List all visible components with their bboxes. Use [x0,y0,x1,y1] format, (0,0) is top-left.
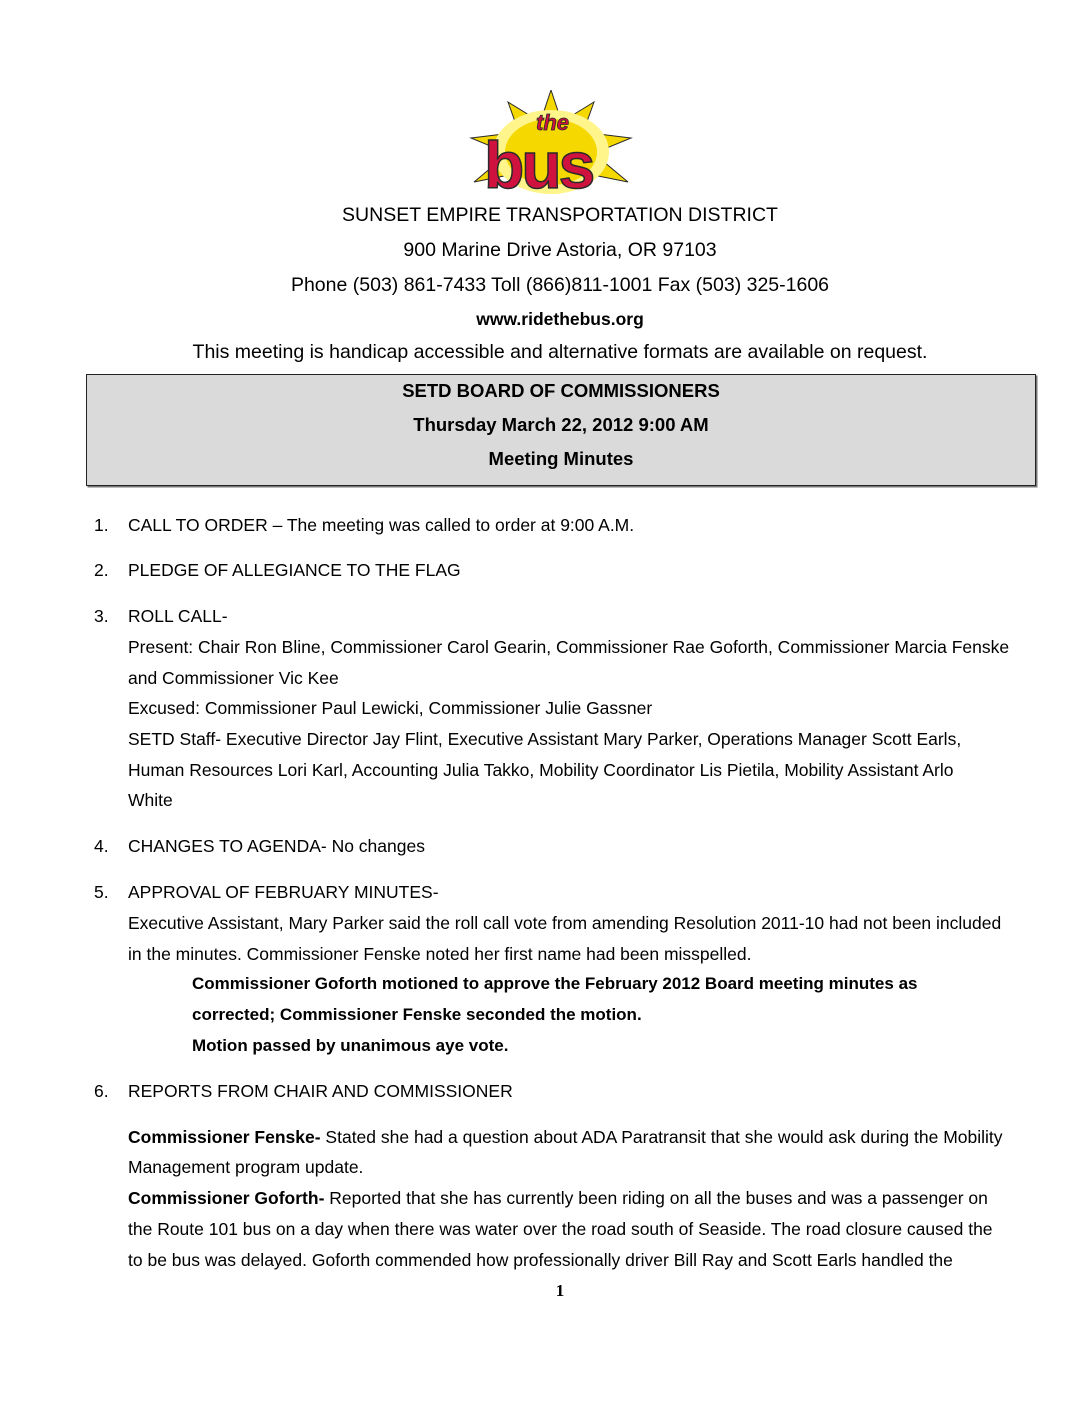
agenda-item-2 [94,558,461,582]
report-text: Stated she had a question about ADA Paratransit that she would ask during the Mobility [320,1127,1003,1147]
agenda-item-number: 6. [94,1081,109,1101]
motion-text: Commissioner Goforth motioned to approve the February 2012 Board meeting minutes as [192,974,918,993]
roll-call-staff-end: White [128,790,173,810]
agenda-item-3 [94,604,228,628]
accessibility-note: This meeting is handicap accessible and alternative formats are available on request. [192,341,928,363]
report-text: Reported that she has currently been riding on all the buses and was a passenger on [324,1188,988,1208]
report-goforth-cont2: to be bus was delayed. Goforth commended how professionally driver Bill Ray and Scott Earls handled the [128,1250,953,1270]
report-fenske-cont: Management program update. [128,1157,364,1177]
meeting-title-box [86,374,1036,486]
org-name: SUNSET EMPIRE TRANSPORTATION DISTRICT [342,204,778,226]
agenda-item-number: 3. [94,606,109,626]
agenda-item-number: 5. [94,882,109,902]
agenda-item-text: PLEDGE OF ALLEGIANCE TO THE FLAG [128,560,461,580]
agenda-item-number: 1. [94,515,109,535]
org-address: 900 Marine Drive Astoria, OR 97103 [403,239,717,261]
agenda-item-text: CALL TO ORDER – The meeting was called to order at 9:00 A.M. [128,515,635,535]
agenda-item-5 [94,880,439,904]
agenda-item-number: 2. [94,560,109,580]
motion-result: Motion passed by unanimous aye vote. [192,1036,509,1055]
commissioner-name: Commissioner Fenske- [128,1127,321,1147]
roll-call-excused: Excused: Commissioner Paul Lewicki, Commissioner Julie Gassner [128,698,653,718]
board-name: SETD BOARD OF COMMISSIONERS [402,380,720,401]
roll-call-staff-cont: Human Resources Lori Karl, Accounting Julia Takko, Mobility Coordinator Lis Pietila, Mobility Assistant Arlo [128,760,954,780]
roll-call-staff: SETD Staff- Executive Director Jay Flint, Executive Assistant Mary Parker, Operations Manager Scott Earls, [128,729,962,749]
document-type: Meeting Minutes [488,448,634,469]
agenda-item-text: ROLL CALL- [128,606,228,626]
agenda-item-number: 4. [94,836,109,856]
agenda-item-text: APPROVAL OF FEBRUARY MINUTES- [128,882,439,902]
report-goforth [128,1186,988,1210]
minutes-discussion-cont: in the minutes. Commissioner Fenske noted her first name had been misspelled. [128,944,752,964]
logo-word-the: the [536,110,569,135]
agenda-item-text: CHANGES TO AGENDA- No changes [128,836,425,856]
roll-call-present-cont: and Commissioner Vic Kee [128,668,339,688]
commissioner-name: Commissioner Goforth- [128,1188,325,1208]
report-goforth-cont: the Route 101 bus on a day when there was water over the road south of Seaside. The road closure caused the [128,1219,993,1239]
sun-logo-graphic [466,90,636,202]
agenda-item-text: REPORTS FROM CHAIR AND COMMISSIONER [128,1081,513,1101]
motion-text-cont: corrected; Commissioner Fenske seconded the motion. [192,1005,642,1024]
agenda-item-1 [94,513,634,537]
meeting-datetime: Thursday March 22, 2012 9:00 AM [413,414,709,435]
org-phones: Phone (503) 861-7433 Toll (866)811-1001 Fax (503) 325-1606 [290,274,830,296]
agenda-item-6 [94,1079,513,1103]
agenda-item-4 [94,834,425,858]
minutes-discussion: Executive Assistant, Mary Parker said the roll call vote from amending Resolution 2011-10 had not been included [128,913,1002,933]
logo-word-bus: bus [484,128,593,202]
org-website: www.ridethebus.org [476,309,644,329]
the-bus-logo [466,90,636,202]
roll-call-present: Present: Chair Ron Bline, Commissioner Carol Gearin, Commissioner Rae Goforth, Commissioner Marcia Fenske [128,637,1010,657]
report-fenske [128,1125,1003,1149]
page-number: 1 [555,1281,565,1300]
